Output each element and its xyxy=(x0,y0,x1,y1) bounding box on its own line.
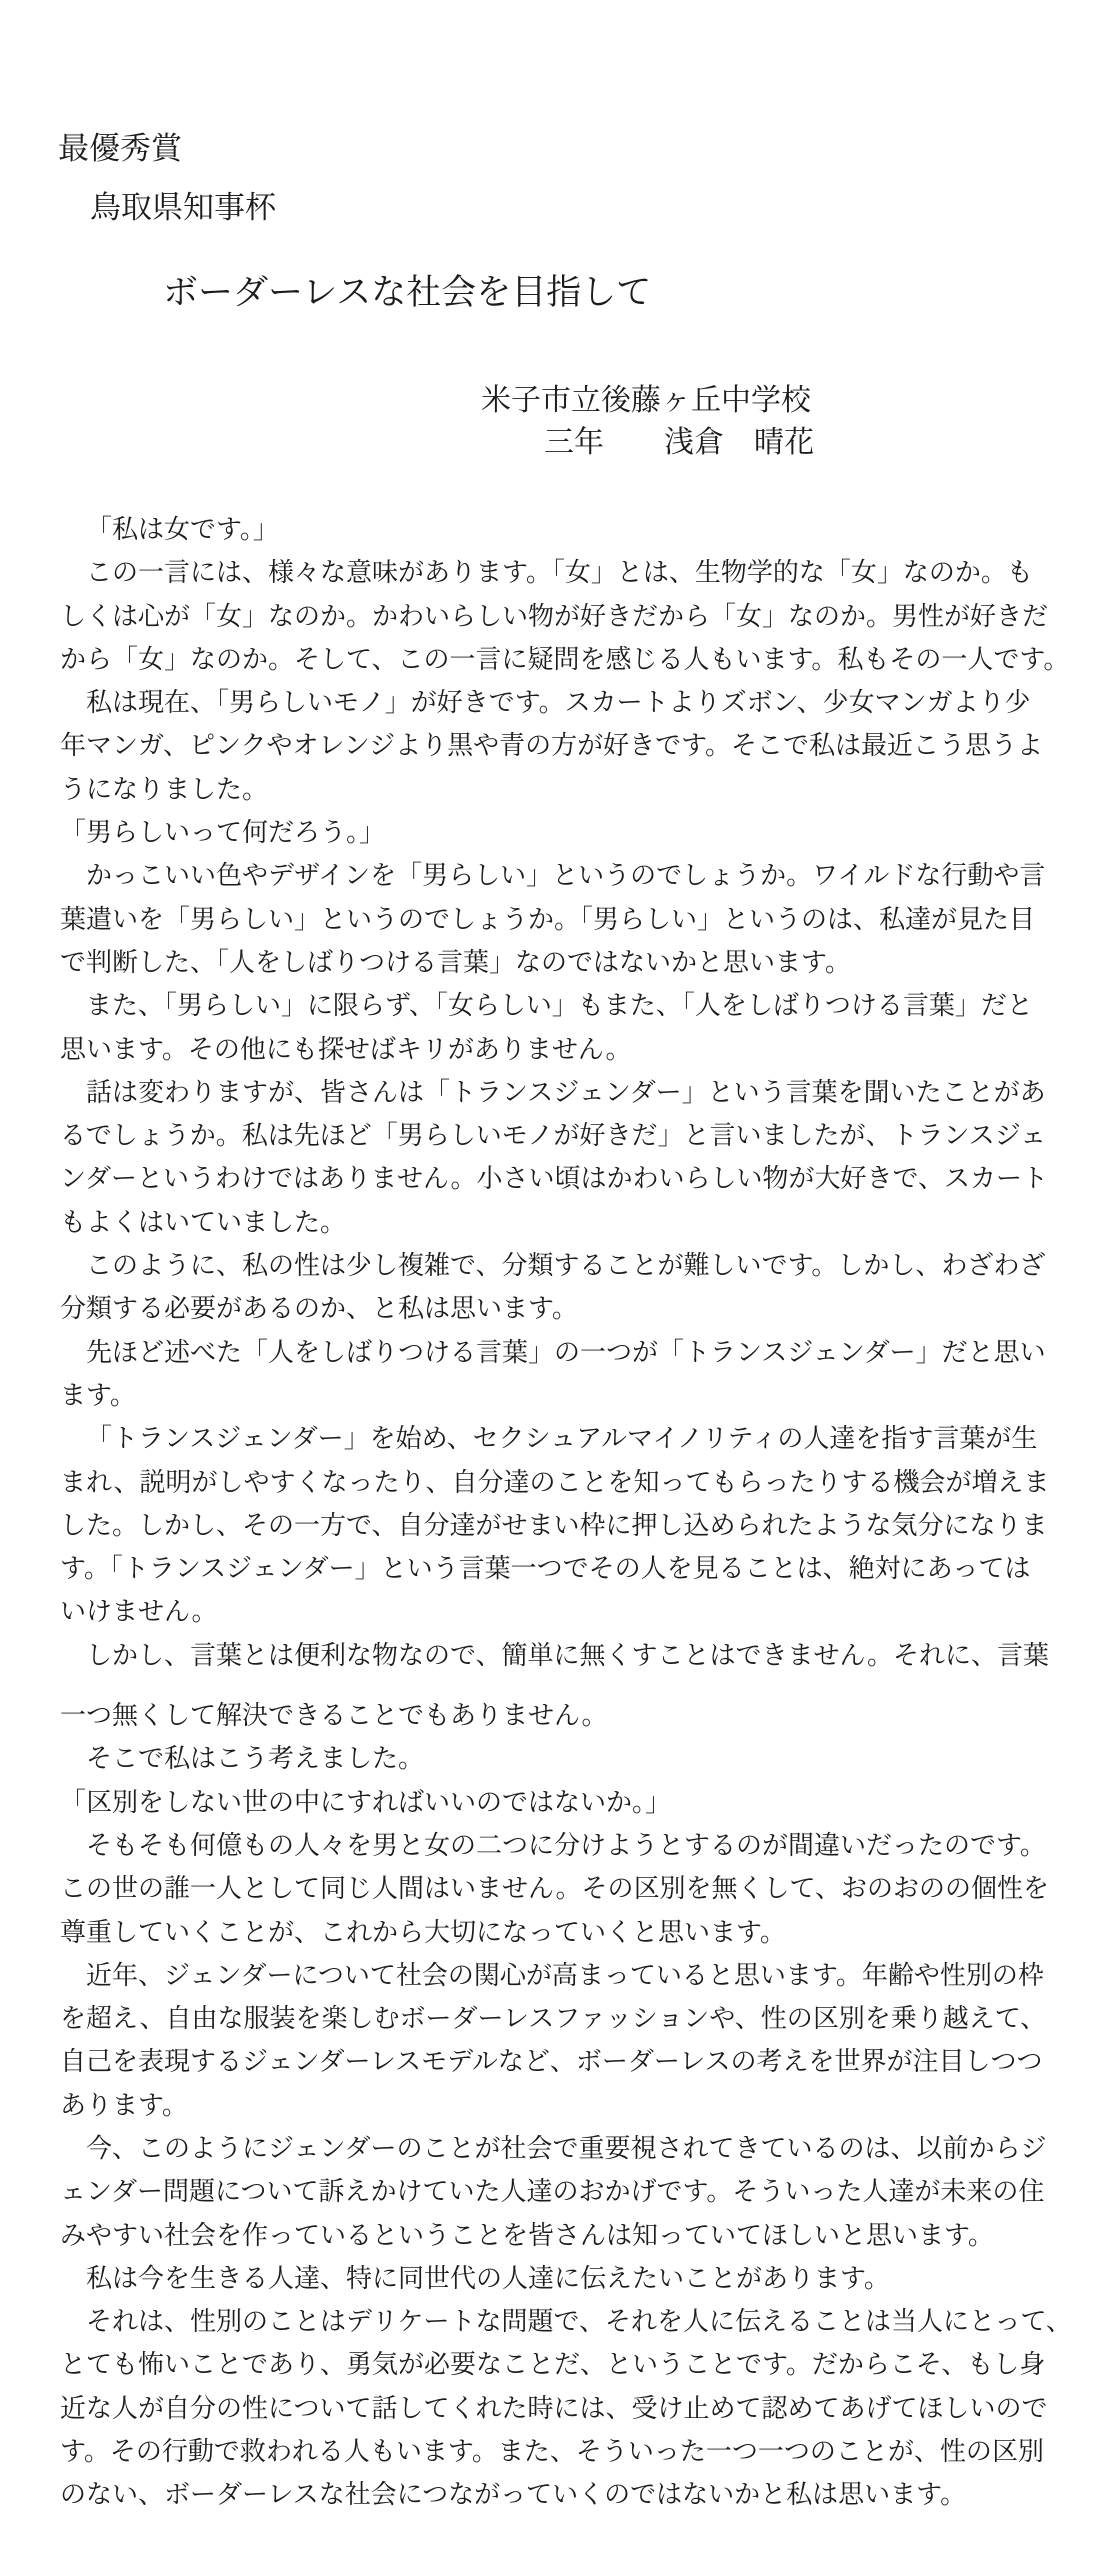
essay-line: いけません。 xyxy=(60,1597,218,1627)
essay-body xyxy=(60,508,1070,2517)
essay-line: 分類する必要があるのか、と私は思います。 xyxy=(60,1294,578,1324)
essay-line: を超え、自由な服装を楽しむボーダーレスファッションや、性の区別を乗り越えて、 xyxy=(60,2004,1047,2034)
essay-line: のない、ボーダーレスな社会につながっていくのではないかと私は思います。 xyxy=(60,2480,967,2510)
essay-line: す。その行動で救われる人もいます。また、そういった一つ一つのことが、性の区別 xyxy=(60,2437,1044,2467)
essay-line: そもそも何億もの人々を男と女の二つに分けようとするのが間違いだったのです。 xyxy=(86,1830,1046,1860)
essay-line: で判断した、「人をしばりつける言葉」なのではないかと思います。 xyxy=(60,947,851,977)
essay-line: 私は今を生きる人達、特に同世代の人達に伝えたいことがあります。 xyxy=(86,2263,890,2293)
essay-line: かっこいい色やデザインを「男らしい」というのでしょうか。ワイルドな行動や言 xyxy=(86,861,1046,891)
essay-line: 「トランスジェンダー」を始め、セクシュアルマイノリティの人達を指す言葉が生 xyxy=(86,1424,1038,1454)
essay-line: この世の誰一人として同じ人間はいません。その区別を無くして、おのおのの個性を xyxy=(60,1874,1050,1904)
essay-line: このように、私の性は少し複雑で、分類することが難しいです。しかし、わざわざ xyxy=(86,1251,1046,1281)
essay-line: 年マンガ、ピンクやオレンジより黒や青の方が好きです。そこで私は最近こう思うよ xyxy=(60,731,1044,761)
essay-line: そこで私はこう考えました。 xyxy=(86,1744,425,1774)
essay-line: あります。 xyxy=(60,2090,188,2120)
essay-line: 今、このようにジェンダーのことが社会で重要視されてきているのは、以前からジ xyxy=(86,2133,1047,2163)
essay-line: 「男らしいって何だろう。」 xyxy=(60,818,386,848)
essay-title: ボーダーレスな社会を目指して xyxy=(163,273,652,312)
essay-line: 私は現在、「男らしいモノ」が好きです。スカートよりズボン、少女マンガより少 xyxy=(86,688,1031,718)
essay-line: 尊重していくことが、これから大切になっていくと思います。 xyxy=(60,1917,786,1947)
essay-line: 近年、ジェンダーについて社会の関心が高まっていると思います。年齢や性別の枠 xyxy=(86,1960,1044,1990)
essay-line: それは、性別のことはデリケートな問題で、それを人に伝えることは当人にとって、 xyxy=(86,2307,1072,2337)
award-label: 最優秀賞 xyxy=(58,131,182,166)
essay-line: 葉遣いを「男らしい」というのでしょうか。「男らしい」というのは、私達が見た目 xyxy=(60,904,1036,934)
essay-line: ンダーというわけではありません。小さい頃はかわいらしい物が大好きで、スカート xyxy=(60,1164,1049,1194)
essay-line: 思います。その他にも探せばキリがありません。 xyxy=(60,1034,632,1064)
essay-line: るでしょうか。私は先ほど「男らしいモノが好きだ」と言いましたが、トランスジェ xyxy=(60,1121,1047,1151)
essay-line: この一言には、様々な意味があります。「女」とは、生物学的な「女」なのか。も xyxy=(86,558,1033,588)
essay-line: みやすい社会を作っているということを皆さんは知っていてほしいと思います。 xyxy=(60,2220,994,2250)
essay-line: まれ、説明がしやすくなったり、自分達のことを知ってもらったりする機会が増えま xyxy=(60,1467,1050,1497)
essay-line: 「私は女です。」 xyxy=(86,515,279,544)
essay-line: 先ほど述べた「人をしばりつける言葉」の一つが「トランスジェンダー」だと思い xyxy=(86,1337,1046,1367)
essay-line: ェンダー問題について訴えかけていた人達のおかげです。そういった人達が未来の住 xyxy=(60,2177,1045,2207)
essay-line: 話は変わりますが、皆さんは「トランスジェンダー」という言葉を聞いたことがあ xyxy=(86,1077,1046,1107)
essay-line: す。「トランスジェンダー」という言葉一つでその人を見ることは、絶対にあっては xyxy=(60,1554,1031,1584)
essay-line: また、「男らしい」に限らず、「女らしい」もまた、「人をしばりつける言葉」だと xyxy=(86,991,1033,1021)
essay-line: うになりました。 xyxy=(60,774,269,804)
essay-line: 一つ無くして解決できることでもありません。 xyxy=(60,1701,608,1731)
school-name: 米子市立後藤ヶ丘中学校 xyxy=(481,384,811,417)
essay-line: 「区別をしない世の中にすればいいのではないか。」 xyxy=(60,1787,672,1817)
essay-line: ます。 xyxy=(60,1380,136,1410)
essay-line: とても怖いことであり、勇気が必要なことだ、ということです。だからこそ、もし身 xyxy=(60,2350,1046,2380)
essay-line: しかし、言葉とは便利な物なので、簡単に無くすことはできません。それに、言葉 xyxy=(86,1640,1050,1670)
essay-line: 自己を表現するジェンダーレスモデルなど、ボーダーレスの考えを世界が注目しつつ xyxy=(60,2047,1043,2077)
essay-line: 近な人が自分の性について話してくれた時には、受け止めて認めてあげてほしいので xyxy=(60,2393,1048,2423)
essay-line: から「女」なのか。そして、この一言に疑問を感じる人もいます。私もその一人です。 xyxy=(60,644,1070,674)
essay-line: しくは心が「女」なのか。かわいらしい物が好きだから「女」なのか。男性が好きだ xyxy=(60,601,1049,631)
contest-label: 鳥取県知事杯 xyxy=(90,190,276,225)
essay-line: もよくはいていました。 xyxy=(60,1207,347,1237)
essay-line: した。しかし、その一方で、自分達がせまい枠に押し込められたような気分になりま xyxy=(60,1510,1048,1540)
author-name: 三年 浅倉 晴花 xyxy=(544,426,814,459)
